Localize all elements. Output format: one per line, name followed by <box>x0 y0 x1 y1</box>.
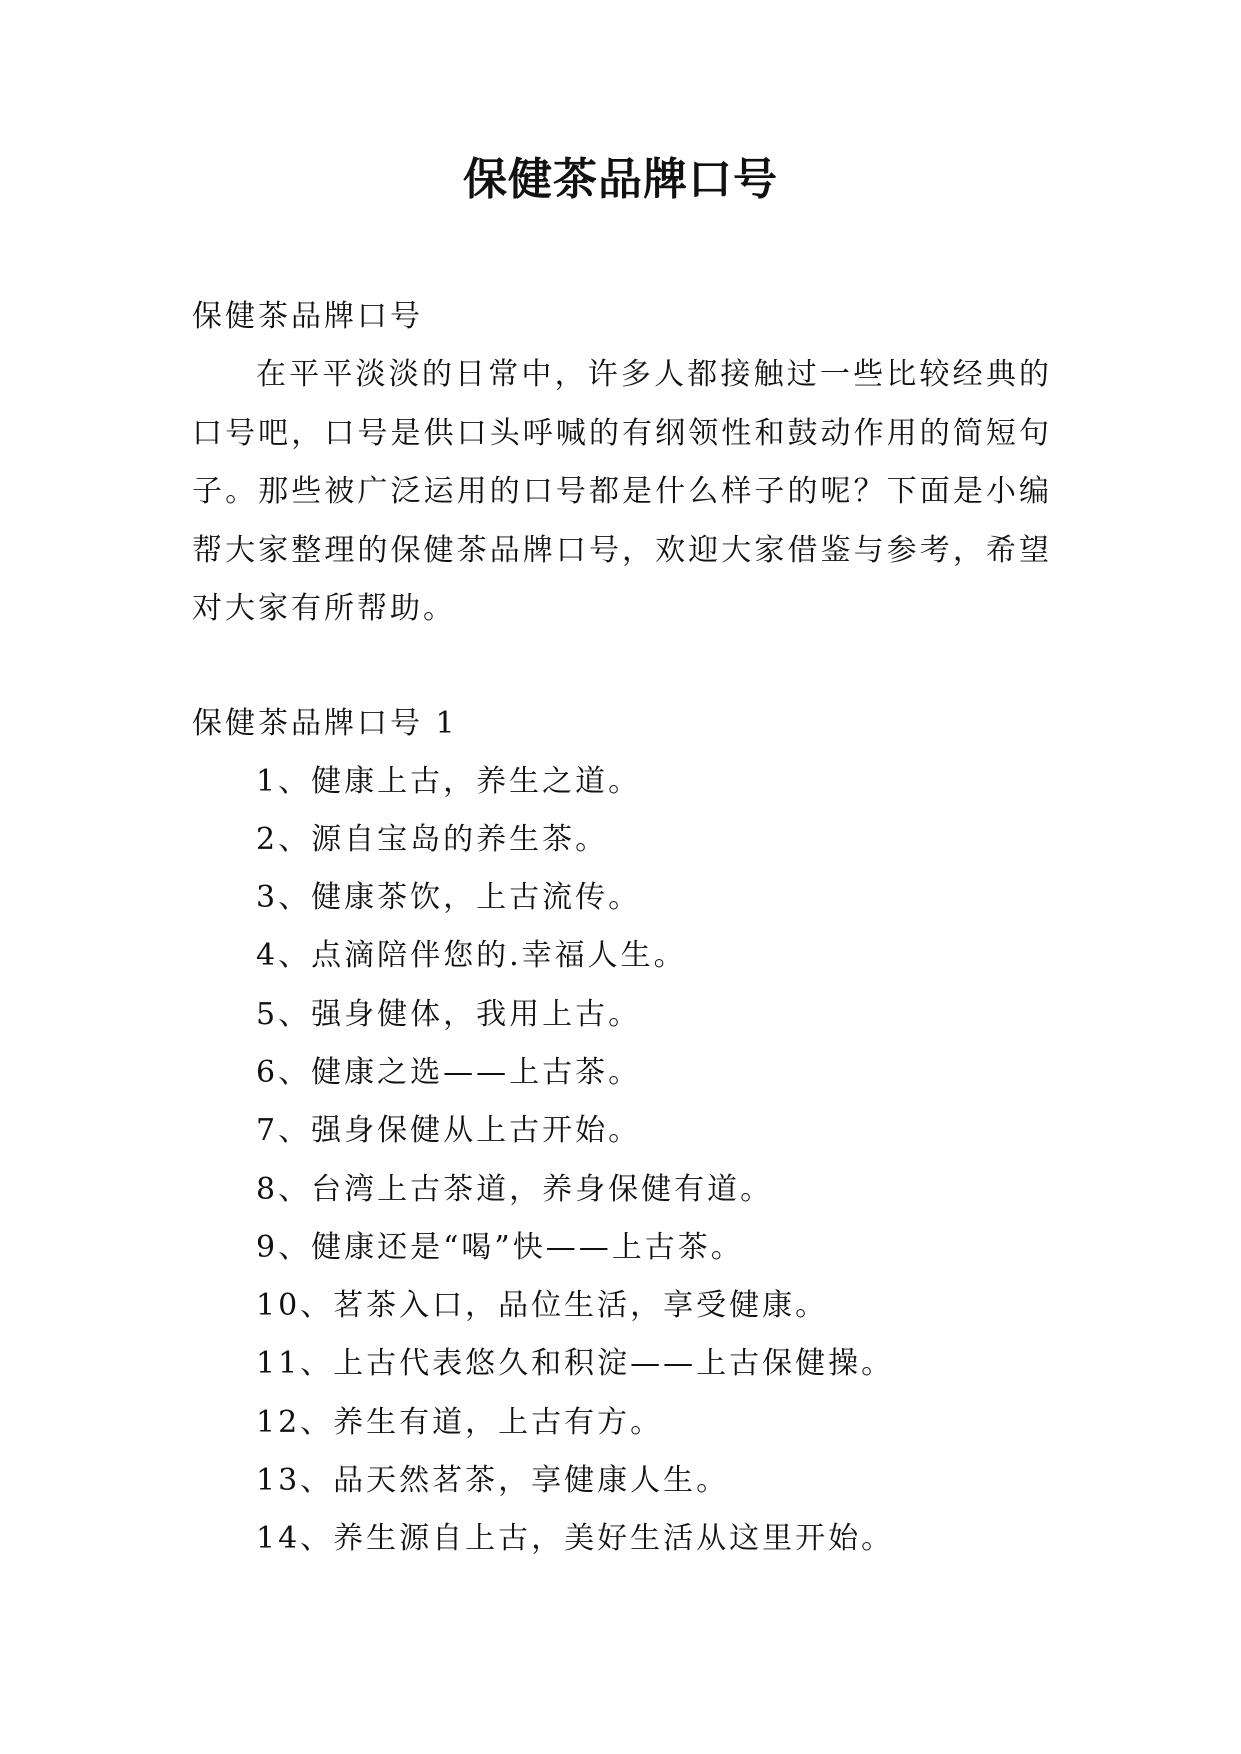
section-heading: 保健茶品牌口号 1 <box>192 705 458 741</box>
intro-paragraph: 在平平淡淡的日常中，许多人都接触过一些比较经典的口号吧，口号是供口头呼喊的有纲领性和鼓动作用的简短句子。那些被广泛运用的口号都是什么样子的呢？下面是小编帮大家整理的保健茶品牌口号，欢迎大家借鉴与参考，希望对大家有所帮助。 <box>192 357 1052 626</box>
slogan-item: 10、茗茶入口，品位生活，享受健康。 <box>256 1288 829 1324</box>
slogan-item: 1、健康上古，养生之道。 <box>256 763 642 799</box>
slogan-item: 12、养生有道，上古有方。 <box>256 1404 664 1440</box>
slogan-item: 7、强身保健从上古开始。 <box>256 1113 642 1149</box>
document-body <box>192 288 1052 1569</box>
slogan-item: 8、台湾上古茶道，养身保健有道。 <box>256 1171 774 1207</box>
slogan-item: 6、健康之选——上古茶。 <box>256 1054 642 1090</box>
slogan-item: 2、源自宝岛的养生茶。 <box>256 821 609 857</box>
slogan-item: 14、养生源自上古，美好生活从这里开始。 <box>256 1521 895 1557</box>
slogan-item: 13、品天然茗茶，享健康人生。 <box>256 1463 730 1499</box>
slogan-item: 11、上古代表悠久和积淀——上古保健操。 <box>256 1346 895 1382</box>
slogan-list <box>192 753 1052 1569</box>
slogan-item: 3、健康茶饮，上古流传。 <box>256 880 642 916</box>
slogan-item: 9、健康还是“喝”快——上古茶。 <box>256 1229 744 1265</box>
document-title: 保健茶品牌口号 <box>463 154 778 205</box>
document-subtitle: 保健茶品牌口号 <box>192 299 423 334</box>
slogan-item: 4、点滴陪伴您的.幸福人生。 <box>256 938 687 974</box>
slogan-item: 5、强身健体，我用上古。 <box>256 996 642 1032</box>
